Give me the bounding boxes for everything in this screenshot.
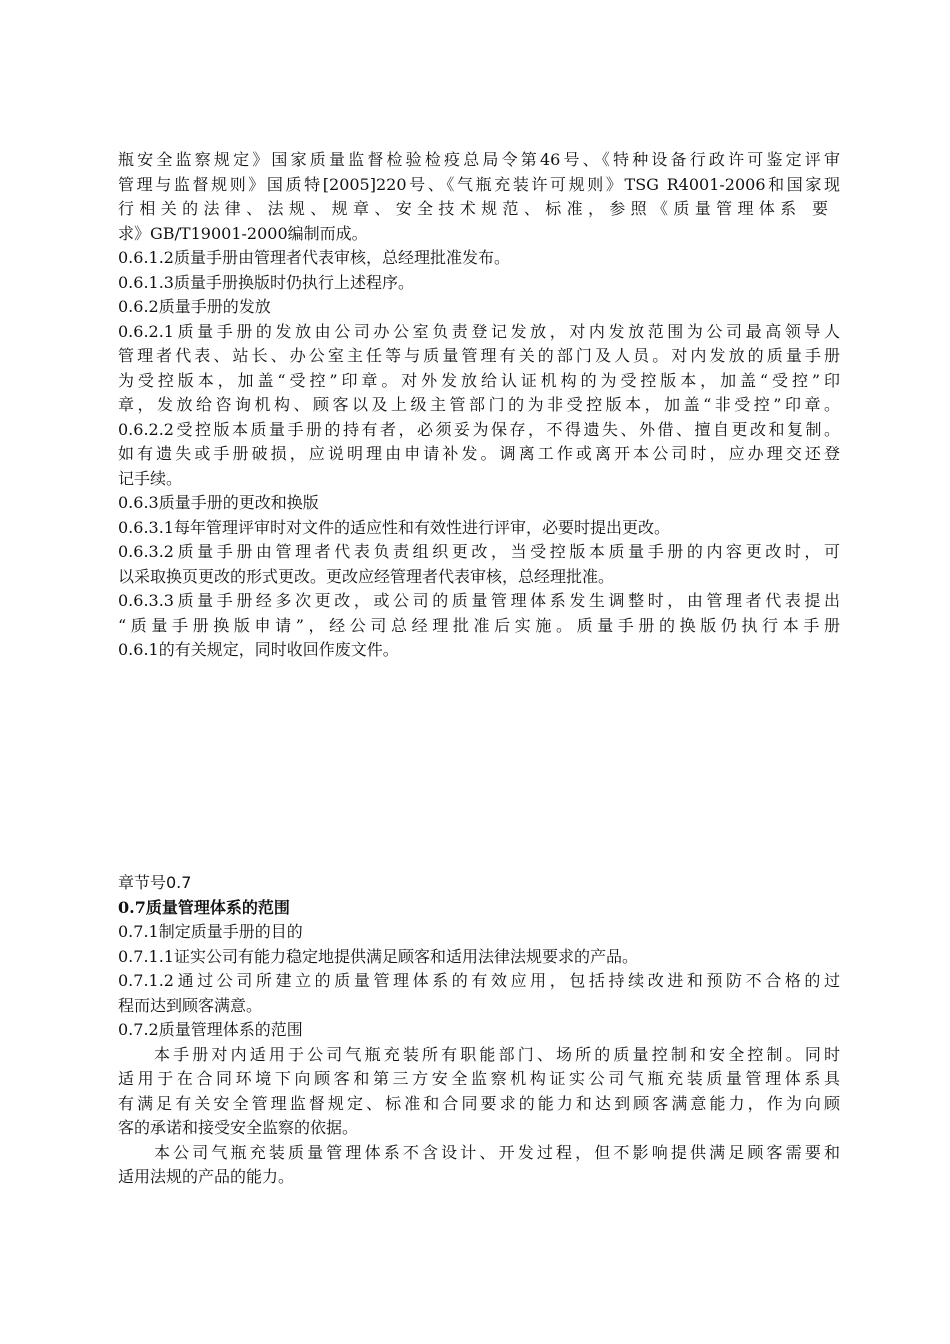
text-line: 如有遗失或手册破损，应说明理由申请补发。调离工作或离开本公司时，应办理交还登: [118, 444, 840, 463]
text-line: 求》GB/T19001-2000编制而成。: [118, 223, 368, 243]
text-line: 管理与监督规则》国质特[2005]220号、《气瓶充装许可规则》TSG R4001-2006和国家现: [118, 174, 840, 194]
subsection-heading: 0.7.1制定质量手册的目的: [118, 922, 303, 941]
document-section-0-7: [118, 871, 840, 1190]
text-line: 0.6.1.3质量手册换版时仍执行上述程序。: [118, 272, 414, 292]
subsection-heading: 0.6.2质量手册的发放: [118, 297, 271, 316]
paragraph-first-line: 本公司气瓶充装质量管理体系不含设计、开发过程，但不影响提供满足顾客需要和: [154, 1142, 840, 1162]
paragraph-first-line: 本手册对内适用于公司气瓶充装所有职能部门、场所的质量控制和安全控制。同时: [154, 1044, 840, 1064]
text-line: 以采取换页更改的形式更改。更改应经管理者代表审核，总经理批准。: [118, 566, 615, 586]
text-line: 行相关的法律、法规、规章、安全技术规范、标准，参照《质量管理体系 要: [118, 199, 828, 218]
text-line: 章，发放给咨询机构、顾客以及上级主管部门的为非受控版本，加盖“非受控”印章。: [118, 395, 840, 414]
text-line: 记手续。: [118, 468, 183, 488]
subsection-heading: 0.7.2质量管理体系的范围: [118, 1020, 303, 1039]
text-line: 0.6.3.2质量手册由管理者代表负责组织更改，当受控版本质量手册的内容更改时，可: [118, 542, 840, 561]
text-line: 瓶安全监察规定》国家质量监督检验检疫总局令第46号、《特种设备行政许可鉴定评审: [118, 150, 840, 169]
text-line: 0.7.1.1证实公司有能力稳定地提供满足顾客和适用法律法规要求的产品。: [118, 946, 638, 966]
text-line: 适用法规的产品的能力。: [118, 1167, 295, 1186]
chapter-number: 章节号0.7: [118, 873, 192, 892]
text-line: 0.6.3.1每年管理评审时对文件的适应性和有效性进行评审，必要时提出更改。: [118, 517, 670, 537]
text-line: 0.6.1的有关规定，同时收回作废文件。: [118, 640, 399, 659]
text-line: “质量手册换版申请”，经公司总经理批准后实施。质量手册的换版仍执行本手册: [118, 615, 840, 635]
text-line: 0.7.1.2通过公司所建立的质量管理体系的有效应用，包括持续改进和预防不合格的过: [118, 971, 840, 990]
text-line: 0.6.1.2质量手册由管理者代表审核，总经理批准发布。: [118, 248, 510, 267]
text-line: 为受控版本，加盖“受控”印章。对外发放给认证机构的为受控版本，加盖“受控”印: [118, 370, 840, 390]
text-line: 适用于在合同环境下向顾客和第三方安全监察机构证实公司气瓶充装质量管理体系具: [118, 1069, 840, 1088]
text-line: 0.6.2.2受控版本质量手册的持有者，必须妥为保存，不得遗失、外借、擅自更改和复制。: [118, 419, 840, 439]
text-line: 0.6.2.1质量手册的发放由公司办公室负责登记发放，对内发放范围为公司最高领导人: [118, 321, 840, 341]
section-title: 0.7质量管理体系的范围: [118, 897, 290, 917]
document-section-0-6: [118, 148, 840, 663]
text-line: 程而达到顾客满意。: [118, 995, 263, 1015]
text-line: 0.6.3.3质量手册经多次更改，或公司的质量管理体系发生调整时，由管理者代表提出: [118, 591, 840, 610]
text-line: 管理者代表、站长、办公室主任等与质量管理有关的部门及人员。对内发放的质量手册: [118, 346, 840, 365]
subsection-heading: 0.6.3质量手册的更改和换版: [118, 493, 319, 512]
text-line: 有满足有关安全管理监督规定、标准和合同要求的能力和达到顾客满意能力，作为向顾: [118, 1093, 840, 1113]
text-line: 客的承诺和接受安全监察的依据。: [118, 1118, 359, 1137]
